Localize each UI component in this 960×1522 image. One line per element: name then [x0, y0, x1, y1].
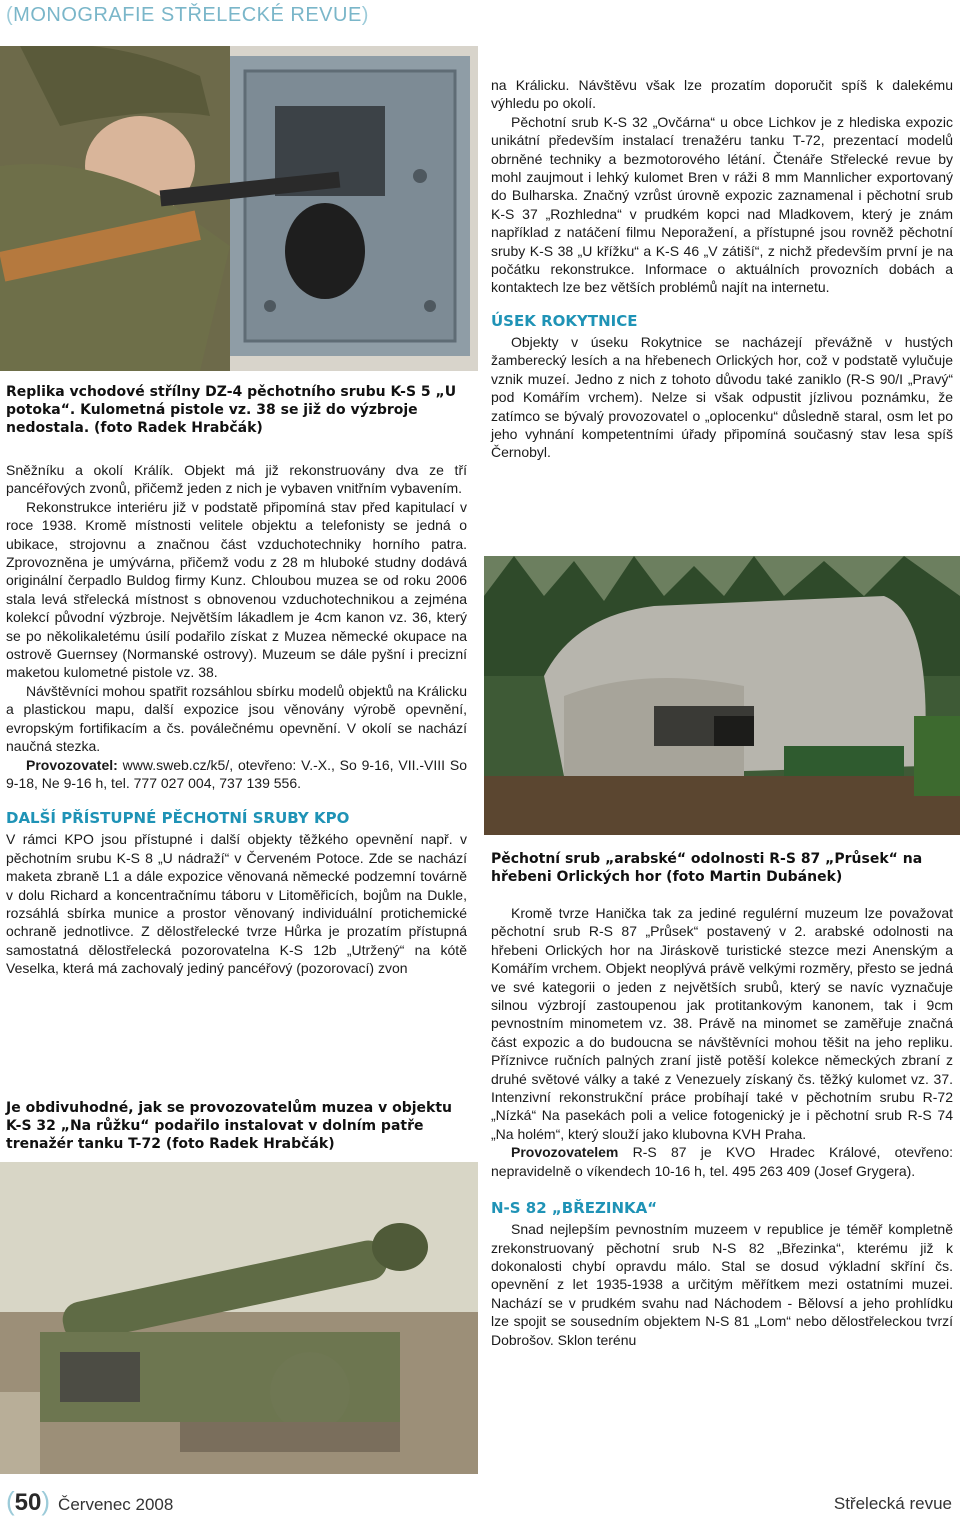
right-column-bottom	[491, 904, 953, 1349]
right-paragraph-6: Snad nejlepším pevnostním muzeem v republice je téměř kompletně zrekonstruovaný pěchotní srub N-S 82 „Březinka“, kterému již k dokonalosti chybí opravdu málo. Stal se dosud výkladní skříní čs. opevnění z let 1935-1938 a určitým měřítkem mezi ostatními muzei. Nachází se v prudkém svahu nad Náchodem - Bělovsí a jeho prohlídku lze spojit se sousedním objektem N-S 81 „Lom“ nebo dělostřeleckou tvrzí Dobrošov. Sklon terénu	[491, 1221, 953, 1348]
section-heading-rokytnice: ÚSEK ROKYTNICE	[491, 311, 638, 330]
footer-close-paren: )	[41, 1486, 51, 1516]
section-heading-kpo: DALŠÍ PŘÍSTUPNÉ PĚCHOTNÍ SRUBY KPO	[6, 809, 350, 828]
right-column-top	[491, 76, 953, 462]
operator-text-rs87: R-S 87 je KVO Hradec Králové, otevřeno: nepravidelně o víkendech 10-16 h, tel. 495 263 409 (Josef Grygera).	[491, 1144, 953, 1179]
left-paragraph-1: Sněžníku a okolí Králík. Objekt má již rekonstruovány dva ze tří pancéřových zvonů, přičemž jeden z nich je vybaven vnitřním vybavením.	[6, 462, 467, 497]
photo-bunker-prusek	[484, 556, 960, 835]
photo-embrasure-replica	[0, 46, 478, 371]
left-paragraph-3: Návštěvníci mohou spatřit rozsáhlou sbírku modelů objektů na Králicku a plastickou mapu, další expozice jsou věnovány výrobě opevnění, evropským fortifikacím a čs. poválečnému opevnění. V okolí se nachází naučná stezka.	[6, 682, 467, 755]
page-header	[6, 4, 369, 27]
photo-embrasure-caption: Replika vchodové střílny DZ-4 pěchotního srubu K-S 5 „U potoka“. Kulometná pistole vz. 38 se již do výzbroje nedostala. (foto Radek Hrabčák)	[6, 384, 457, 436]
magazine-name: Střelecká revue	[833, 1494, 952, 1513]
photo-bunker-caption: Pěchotní srub „arabské“ odolnosti R-S 87 „Průsek“ na hřebeni Orlických hor (foto Martin Dubánek)	[491, 851, 923, 885]
header-open-paren: (	[6, 4, 14, 26]
header-close-paren: )	[361, 4, 369, 26]
left-column-top	[6, 461, 467, 978]
photo-tank-trainer-caption: Je obdivuhodné, jak se provozovatelům muzea v objektu K-S 32 „Na růžku“ podařilo instalovat v dolním patře trenažér tanku T-72 (foto Radek Hrabčák)	[6, 1100, 452, 1152]
header-title: MONOGRAFIE STŘELECKÉ REVUE	[13, 4, 362, 26]
photo-bunker-graphic	[484, 556, 960, 835]
issue-date: Červenec 2008	[58, 1495, 174, 1514]
right-paragraph-3: Objekty v úseku Rokytnice se nacházejí převážně v hustých žamberecký lesích a na hřebenech Orlických hor, což v podstatě vylučuje vznik muzeí. Jedno z nich z tohoto důvodu také zaniklo (R-S 90/I „Pravý“ pod Komářím vrchem). Nelze si však odpustit jízlivou poznámku, že zatímco se bývalý provozovatel o „oplocenku“ důsledně staral, osm let po jeho vyhnání kompetentními úřady připomíná současný stav lesa spíš Černobyl.	[491, 333, 953, 461]
left-paragraph-2: Rekonstrukce interiéru již v podstatě připomíná stav před kapitulací v roce 1938. Kromě místnosti velitele objektu a telefonisty se jedná o ubikace, strojovnu a značnou část vzduchotechniky horního patra. Zprovozněna je umývárna, přičemž vodu z 28 m hluboké studny dodává originální čerpadlo Buldog firmy Kunz. Chloubou muzea se od roku 2006 stala levá střelecká místnost s obnovenou vzduchotechnikou a zejména kolekcí původní výzbroje. Největším lákadlem je 4cm kanon vz. 36, který se po několikaletému úsilí podařilo získat z Muzea německé okupace na ostrově Guernsey (Normanské ostrovy). Muzeum se dále pyšní i precizní maketou kulometné pistole vz. 38.	[6, 498, 467, 681]
left-paragraph-4	[6, 756, 467, 793]
right-paragraph-4: Kromě tvrze Hanička tak za jediné regulérní muzeum lze považovat pěchotní srub R-S 87 „Průsek“ postavený v 2. arabské odolnosti na hřebeni Orlických hor na Jiráskově turistické stezce mezi Anenským a Komářím vrchem. Objekt neoplývá právě velkými rozměry, přesto se jedná ve své kategorii o jeden z největších srubů, který se navíc vyznačuje silnou výzbrojí zastoupenou jak protitankovým kanonem, tak i 9cm pevnostním minometem vz. 38. Právě na minomet se zaměřuje značná část expozic a do budoucna se návštěvníci mohou těšit na jeho repliku. Příznivce ručních palných zraní jistě potěší kolekce německých zbraní z druhé světové války a také z Venezuely získaný čs. těžký kulomet vz. 37. Intenzivní rekonstrukční práce probíhají také v pěchotním srubu R-72 „Nízká“ Na pasekách poli a velice fotogenický je i pěchotní srub R-S 74 „Na holém“, který slouží jako klubovna KVH Praha.	[491, 905, 953, 1142]
left-paragraph-5: V rámci KPO jsou přístupné i další objekty těžkého opevnění např. v pěchotním srubu K-S 8 „U nádraží“ v Červeném Potoce. Zde se nachází maketa zbraně L1 a dále expozice věnovaná německé podzemní továrně v dolu Richard a koncentračnímu táboru v Litoměřicích, bojům na Dukle, rozsáhlá sbírka munice a prostor věnovaný individuální protichemické ochraně jednotlivce. Z dělostřelecké tvrze Hůrka je prozatím přístupná samostatná dělostřelecká pozorovatelna K-S 12b „Utržený“ na kótě Veselka, která má zachovalý jediný pancéřový (pozorovací) zvon	[6, 831, 467, 977]
photo-tank-trainer-graphic	[0, 1162, 478, 1474]
operator-label-rs87: Provozovatelem	[511, 1144, 619, 1161]
operator-text: www.sweb.cz/k5/, otevřeno: V.-X., So 9-16, VII.-VIII So 9-18, Ne 9-16 h, tel. 777 027 004, 737 139 556.	[6, 756, 467, 791]
right-paragraph-5	[491, 1143, 953, 1180]
page-number: 50	[14, 1489, 42, 1516]
photo-tank-trainer	[0, 1162, 478, 1474]
section-heading-brezinka: N-S 82 „BŘEZINKA“	[491, 1199, 658, 1218]
page-footer-left	[6, 1486, 173, 1520]
right-paragraph-1: na Králicku. Návštěvu však lze prozatím doporučit spíš k dalekému výhledu po okolí.	[491, 77, 953, 112]
operator-label: Provozovatel:	[26, 756, 118, 773]
right-paragraph-2: Pěchotní srub K-S 32 „Ovčárna“ u obce Lichkov je z hlediska expozic unikátní především instalací trenažéru tanku T-72, prezentací modelů obrněné techniky a bezmotorového létání. Čtenáře Střelecké revue by mohl zaujmout i lehký kulomet Bren v ráži 8 mm Mannlicher exportovaný do Bulharska. Značný vzrůst úrovně expozic zaznamenal i pěchotní srub K-S 37 „Rozhledna“ v prudkém kopci nad Mladkovem, který je znám například z natáčení filmu Neporažení, a přístupné jsou rovněž pěchotní sruby K-S 38 „U křížku“ a K-S 46 „V zátiší“, z nichž především první je na počátku rekonstrukce. Informace o aktuálních provozních dobách a kontaktech lze bez větších problémů najít na internetu.	[491, 113, 953, 296]
footer-open-paren: (	[6, 1486, 15, 1516]
photo-embrasure-graphic	[0, 46, 478, 371]
